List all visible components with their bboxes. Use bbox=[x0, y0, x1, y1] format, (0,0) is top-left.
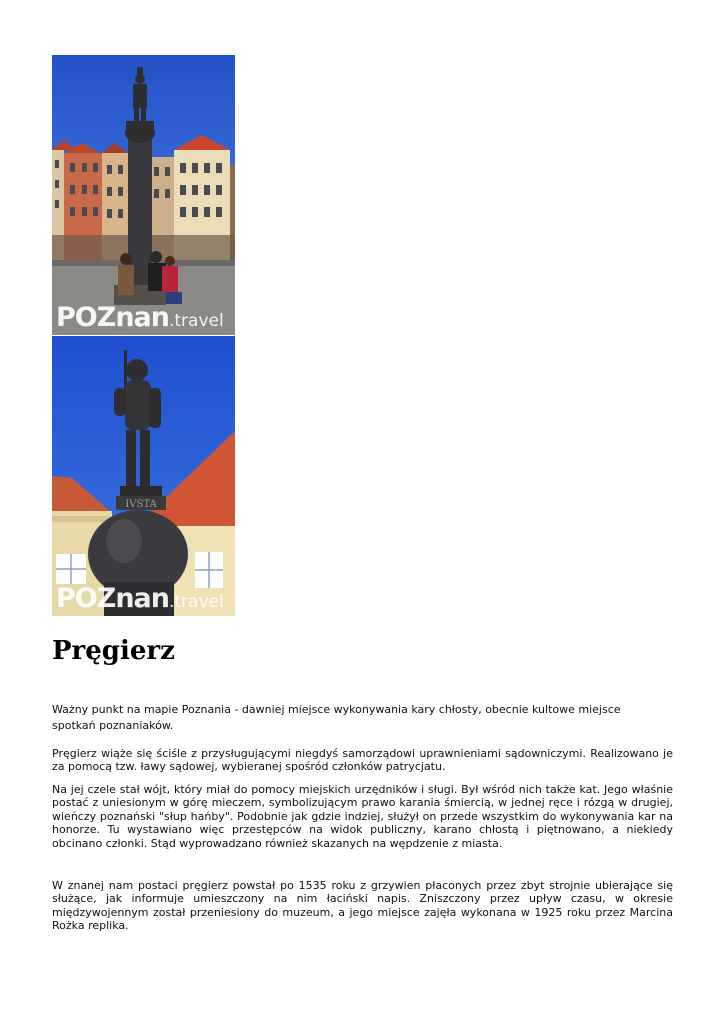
watermark-suffix: .travel bbox=[168, 592, 224, 612]
pregierz-photo-statue bbox=[52, 336, 235, 616]
page-title: Pręgierz bbox=[52, 636, 175, 666]
watermark-brand: POZnan bbox=[56, 302, 169, 333]
body-paragraph-3: W znanej nam postaci pręgierz powstał po 1535 roku z grzywien płaconych przez zbyt strojnie ubierające się służące, jak informuje umieszczony na nim łaciński napis. Zniszczony przez upływ czasu, w okresie międzywojennym został przeniesiony do muzeum, a jego miejsce zajęła wykonana w 1925 roku przez Marcina Rożka replika. bbox=[52, 879, 673, 933]
statue-illustration bbox=[52, 336, 235, 616]
market-square-illustration bbox=[52, 55, 235, 335]
watermark-suffix: .travel bbox=[168, 311, 224, 331]
poznan-travel-watermark bbox=[56, 302, 224, 333]
poznan-travel-watermark bbox=[56, 583, 224, 614]
watermark-brand: POZnan bbox=[56, 583, 169, 614]
svg-text:IVSTA: IVSTA bbox=[125, 499, 157, 510]
lead-paragraph: Ważny punkt na mapie Poznania - dawniej miejsce wykonywania kary chłosty, obecnie kultowe miejsce spotkań poznaniaków. bbox=[52, 703, 621, 732]
body-paragraph-1: Pręgierz wiąże się ściśle z przysługującymi niegdyś samorządowi uprawnieniami sądowniczymi. Realizowano je za pomocą tzw. ławy sądowej, wybieranej spośród członków patrycjatu. bbox=[52, 747, 673, 774]
pregierz-photo-square bbox=[52, 55, 235, 335]
body-paragraph-2: Na jej czele stał wójt, który miał do pomocy miejskich urzędników i sługi. Był wśród nich także kat. Jego właśnie postać z uniesionym w górę mieczem, symbolizującym prawo karania śmiercią, w jednej ręce i rózgą w drugiej, wieńczy poznański "słup hańby". Podobnie jak gdzie indziej, służył on przede wszystkim do wykonywania kar na honorze. Tu wystawiano więc przestępców na widok publiczny, karano chłostą i piętnowano, a niekiedy obcinano członki. Stąd wyprowadzano również skazanych na wępdzenie z miasta. bbox=[52, 783, 673, 850]
